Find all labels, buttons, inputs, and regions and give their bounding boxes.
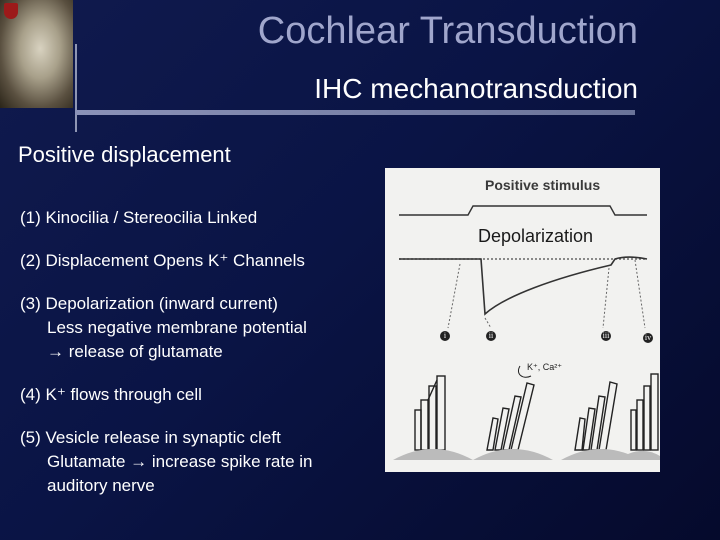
hair-bundle-i [415, 376, 445, 450]
point-5-line-2: Glutamate → increase spike rate in [47, 452, 313, 471]
cell-body-ii [473, 449, 553, 460]
point-3-line-2: Less negative membrane potential [47, 318, 307, 337]
point-1 [20, 206, 380, 230]
section-heading: Positive displacement [18, 142, 231, 167]
cell-body-i [393, 449, 473, 460]
marker-iii-label: iii [602, 331, 610, 340]
pointer-ii [485, 318, 491, 328]
point-5-line-3: auditory nerve [47, 476, 155, 495]
stimulus-figure [385, 168, 660, 472]
horizontal-rule [75, 110, 635, 115]
hair-bundle-iv [631, 374, 658, 450]
slide-subtitle: IHC mechanotransduction [314, 73, 638, 104]
point-3-line-3: → release of glutamate [47, 342, 223, 361]
point-2-line-1: (2) Displacement Opens K⁺ Channels [20, 251, 305, 270]
hair-bundle-ii [487, 383, 534, 450]
ion-label: K⁺, Ca²⁺ [527, 362, 563, 372]
pointer-i [448, 264, 460, 328]
point-3-line-1: (3) Depolarization (inward current) [20, 294, 278, 313]
point-1-line-1: (1) Kinocilia / Stereocilia Linked [20, 208, 258, 227]
university-logo [0, 0, 73, 108]
hair-cell-diagram [385, 168, 660, 472]
pointer-iii [603, 268, 609, 328]
point-4-line-1: (4) K⁺ flows through cell [20, 385, 202, 404]
figure-title: Positive stimulus [485, 177, 601, 193]
point-5-line-1: (5) Vesicle release in synaptic cleft [20, 428, 281, 447]
slide-title: Cochlear Transduction [257, 10, 638, 52]
point-5 [20, 426, 380, 498]
marker-i-label: i [443, 331, 447, 340]
crest-icon [4, 3, 18, 19]
numbered-points [20, 206, 380, 517]
response-trace [399, 257, 647, 314]
point-2 [20, 249, 380, 273]
hair-bundle-iii [575, 382, 617, 450]
point-4 [20, 383, 380, 407]
stimulus-trace [399, 206, 647, 215]
depolarization-label: Depolarization [478, 226, 594, 246]
marker-iv-label: iv [644, 333, 652, 342]
marker-ii-label: ii [488, 331, 494, 340]
vertical-divider [75, 44, 77, 132]
pointer-iv [635, 260, 645, 328]
point-3 [20, 292, 380, 364]
